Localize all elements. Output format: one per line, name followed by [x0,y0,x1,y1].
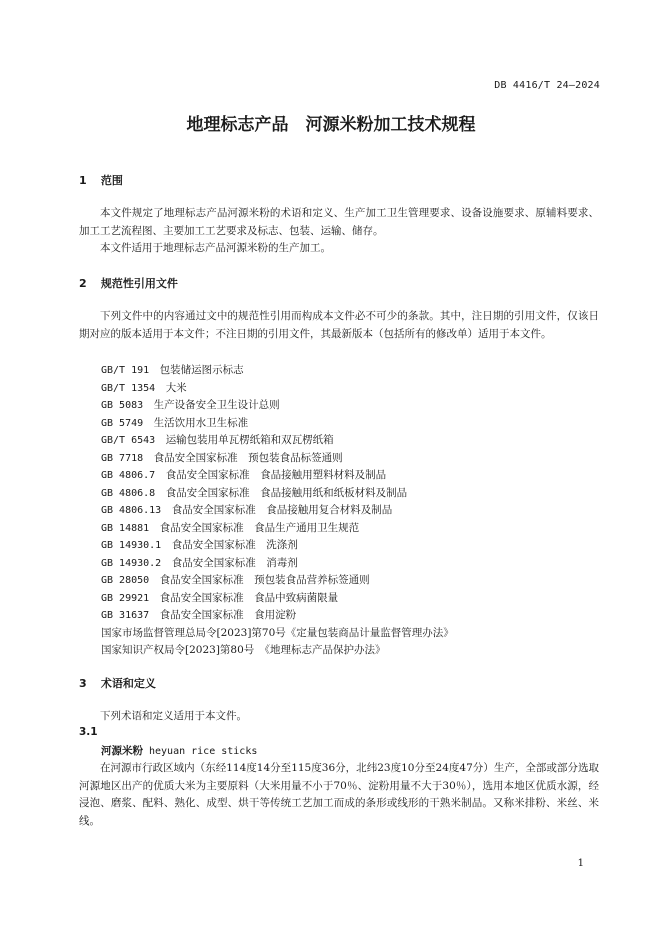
reference-code: GB 14930.2 [101,557,162,569]
reference-title: 食品安全国家标准 食品接触用塑料材料及制品 [165,469,387,481]
normative-reference-list [101,362,454,660]
reference-title: 食品安全国家标准 食品生产通用卫生规范 [159,521,360,534]
reference-title: 食品安全国家标准 洗涤剂 [171,539,298,551]
section-title: 规范性引用文件 [100,277,178,290]
reference-code: GB 29921 [101,592,150,604]
normative-intro-paragraph: 下列文件中的内容通过文中的规范性引用而构成本文件必不可少的条款。其中，注日期的引用文件，仅该日期对应的版本适用于本文件；不注日期的引用文件，其最新版本（包括所有的修改单）适用于本文件。 [79,310,599,340]
reference-item [101,450,454,468]
term-entry [101,743,257,758]
reference-code: GB 14930.1 [101,540,162,551]
reference-item [101,415,454,433]
section-title: 术语和定义 [100,677,156,690]
reference-title: 包装储运图示标志 [159,364,244,376]
scope-paragraph-1: 本文件规定了地理标志产品河源米粉的术语和定义、生产加工卫生管理要求、设备设施要求、原辅料要求、加工工艺流程图、主要加工工艺要求及标志、包装、运输、储存。 [79,207,599,237]
reference-title: 食品安全国家标准 预包装食品营养标签通则 [159,574,370,586]
reference-title: 运输包装用单瓦楞纸箱和双瓦楞纸箱 [165,434,334,446]
reference-item [101,642,454,660]
reference-item [101,362,454,380]
reference-item [101,607,454,625]
reference-item [101,467,454,485]
reference-title: 食品安全国家标准 食用淀粉 [159,609,297,621]
reference-item [101,625,454,643]
reference-code: GB 4806.13 [101,505,162,516]
reference-title: 生活饮用水卫生标准 [153,416,249,429]
reference-item [101,485,454,503]
reference-code: GB 7718 [101,452,144,464]
section-heading-terms [79,675,156,691]
reference-code: GB 4806.7 [101,470,156,481]
section-number: 3 [79,677,87,690]
reference-title: 食品安全国家标准 预包装食品标签通则 [153,451,343,464]
reference-item [101,502,454,520]
reference-title: 食品安全国家标准 食品中致病菌限量 [159,591,339,604]
reference-item [101,537,454,555]
reference-code: GB/T 1354 [101,382,156,394]
term-english: heyuan rice sticks [149,746,258,757]
document-title: 地理标志产品 河源米粉加工技术规程 [186,115,476,135]
reference-item [101,432,454,450]
section-title: 范围 [100,174,123,187]
reference-title: 生产设备安全卫生设计总则 [153,399,280,411]
reference-item [101,520,454,538]
page-number: 1 [577,858,584,869]
scope-paragraph-2: 本文件适用于地理标志产品河源米粉的生产加工。 [100,242,331,254]
section-number: 2 [79,277,87,290]
term-definition-paragraph: 在河源市行政区域内（东经114度14分至115度36分，北纬23度10分至24度47分）生产，全部或部分选取河源地区出产的优质大米为主要原料（大米用量不小于70％、淀粉用量不大于30％），选用本地区优质水源，经浸泡、磨浆、配料、熟化、成型、烘干等传统工艺加工而成的条形或线形的干熟米制品。又称米排粉、米丝、米线。 [79,762,599,827]
reference-item [101,555,454,573]
reference-title: 食品安全国家标准 消毒剂 [171,556,298,569]
reference-title: 国家市场监督管理总局令[2023]第70号《定量包装商品计量监督管理办法》 [101,626,454,639]
section-number: 1 [79,174,87,187]
reference-code: GB 4806.8 [101,487,156,499]
reference-item [101,572,454,590]
reference-title: 食品安全国家标准 食品接触用复合材料及制品 [171,504,393,516]
reference-title: 食品安全国家标准 食品接触用纸和纸板材料及制品 [165,486,408,499]
document-number: DB 4416/T 24—2024 [494,80,600,91]
terms-intro-paragraph: 下列术语和定义适用于本文件。 [100,710,247,722]
reference-code: GB 5749 [101,417,144,429]
reference-code: GB 31637 [101,610,150,621]
reference-code: GB/T 191 [101,365,150,376]
term-chinese: 河源米粉 [101,745,143,757]
reference-item [101,590,454,608]
section-heading-scope [79,172,123,188]
reference-code: GB 5083 [101,400,144,411]
reference-item [101,380,454,398]
reference-code: GB 28050 [101,575,150,586]
reference-item [101,397,454,415]
reference-title: 国家知识产权局令[2023]第80号 《地理标志产品保护办法》 [101,644,386,656]
section-heading-normative [79,275,178,291]
reference-code: GB/T 6543 [101,435,156,446]
reference-title: 大米 [165,381,187,394]
subclause-number: 3.1 [79,726,98,738]
reference-code: GB 14881 [101,522,150,534]
